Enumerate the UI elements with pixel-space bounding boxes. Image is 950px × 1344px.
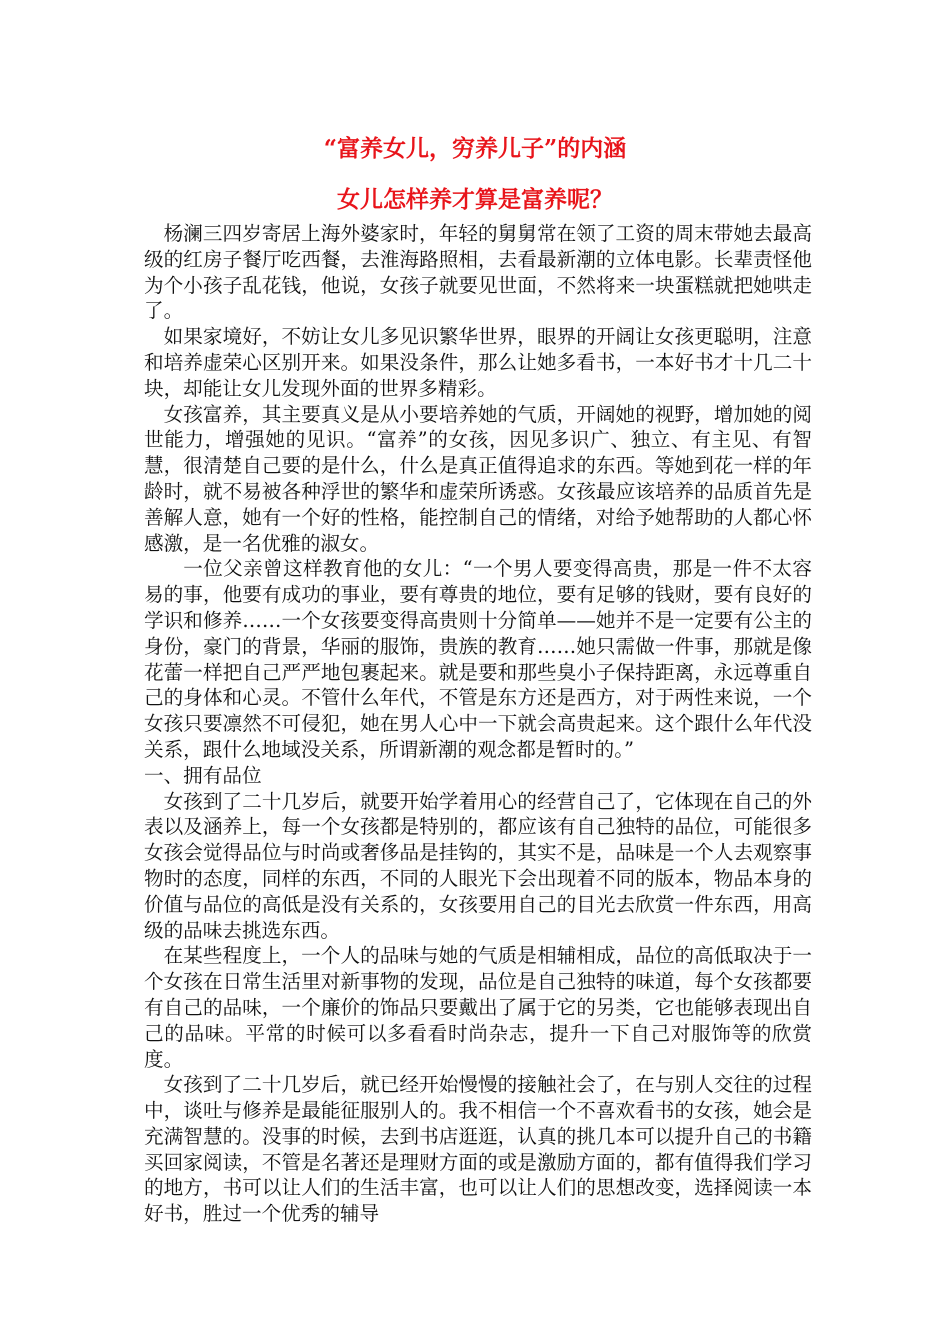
document-title: “富养女儿，穷养儿子”的内涵	[323, 135, 627, 162]
paragraph: 女孩到了二十几岁后，就已经开始慢慢的接触社会了，在与别人交往的过程中，谈吐与修养是最能征服别人的。我不相信一个不喜欢看书的女孩，她会是充满智慧的。没事的时候，去到书店逛逛，认真的挑几本可以提升自己的书籍买回家阅读，不管是名著还是理财方面的或是激励方面的，都有值得我们学习的地方，书可以让人们的生活丰富，也可以让人们的思想改变，选择阅读一本好书，胜过一个优秀的辅导	[144, 1073, 812, 1226]
paragraph: 如果家境好，不妨让女儿多见识繁华世界，眼界的开阔让女孩更聪明，注意和培养虚荣心区别开来。如果没条件，那么让她多看书，一本好书才十几二十块，却能让女儿发现外面的世界多精彩。	[144, 325, 812, 400]
paragraph: 杨澜三四岁寄居上海外婆家时，年轻的舅舅常在领了工资的周末带她去最高级的红房子餐厅吃西餐，去淮海路照相，去看最新潮的立体电影。长辈责怪他为个小孩子乱花钱，他说，女孩子就要见世面，不然将来一块蛋糕就把她哄走了。	[144, 222, 812, 323]
document-body	[144, 221, 812, 1227]
paragraph: 女孩富养，其主要真义是从小要培养她的气质，开阔她的视野，增加她的阅世能力，增强她的见识。“富养”的女孩，因见多识广、独立、有主见、有智慧，很清楚自己要的是什么，什么是真正值得追求的东西。等她到花一样的年龄时，就不易被各种浮世的繁华和虚荣所诱惑。女孩最应该培养的品质首先是善解人意，她有一个好的性格，能控制自己的情绪，对给予她帮助的人都心怀感激，是一名优雅的淑女。	[144, 402, 812, 555]
document-subtitle: 女儿怎样养才算是富养呢？	[337, 186, 613, 213]
paragraph: 女孩到了二十几岁后，就要开始学着用心的经营自己了，它体现在自己的外表以及涵养上，每一个女孩都是特别的，都应该有自己独特的品位，可能很多女孩会觉得品位与时尚或奢侈品是挂钩的，其实不是，品味是一个人去观察事物时的态度，同样的东西，不同的人眼光下会出现着不同的版本，物品本身的价值与品位的高低是没有关系的，女孩要用自己的目光去欣赏一件东西，用高级的品味去挑选东西。	[144, 789, 812, 942]
paragraph: 在某些程度上，一个人的品味与她的气质是相辅相成，品位的高低取决于一个女孩在日常生活里对新事物的发现，品位是自己独特的味道，每个女孩都要有自己的品味，一个廉价的饰品只要戴出了属于它的另类，它也能够表现出自己的品味。平常的时候可以多看看时尚杂志，提升一下自己对服饰等的欣赏度。	[144, 944, 812, 1071]
section-heading: 一、拥有品位	[144, 763, 262, 787]
paragraph: 一位父亲曾这样教育他的女儿：“一个男人要变得高贵，那是一件不太容易的事，他要有成功的事业，要有尊贵的地位，要有足够的钱财，要有良好的学识和修养……一个女孩要变得高贵则十分简单——她并不是一定要有公主的身份，豪门的背景，华丽的服饰，贵族的教育……她只需做一件事，那就是像花蕾一样把自己严严地包裹起来。就是要和那些臭小子保持距离，永远尊重自己的身体和心灵。不管什么年代，不管是东方还是西方，对于两性来说，一个女孩只要凛然不可侵犯，她在男人心中一下就会高贵起来。这个跟什么年代没关系，跟什么地域没关系，所谓新潮的观念都是暂时的。”	[144, 557, 812, 761]
